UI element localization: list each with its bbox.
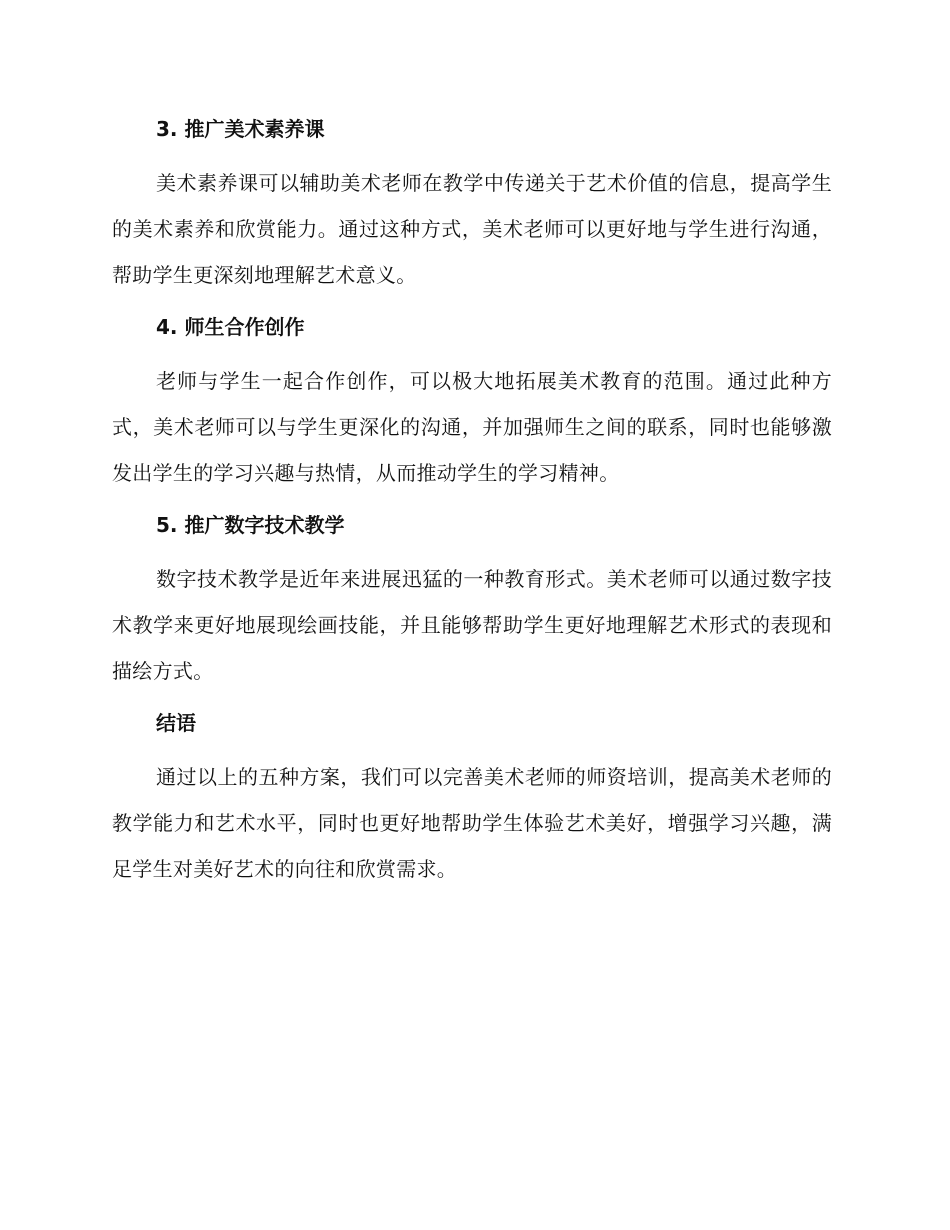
- section-heading-4: 4. 师生合作创作: [156, 315, 305, 339]
- section-body-4: 老师与学生一起合作创作，可以极大地拓展美术教育的范围。通过此种方式，美术老师可以与学生更深化的沟通，并加强师生之间的联系，同时也能够激发出学生的学习兴趣与热情，从而推动学生的学习精神。: [112, 369, 832, 485]
- conclusion-body: 通过以上的五种方案，我们可以完善美术老师的师资培训，提高美术老师的教学能力和艺术水平，同时也更好地帮助学生体验艺术美好，增强学习兴趣，满足学生对美好艺术的向往和欣赏需求。: [112, 765, 832, 881]
- section-heading-3: 3. 推广美术素养课: [156, 117, 325, 141]
- section-body-5: 数字技术教学是近年来进展迅猛的一种教育形式。美术老师可以通过数字技术教学来更好地展现绘画技能，并且能够帮助学生更好地理解艺术形式的表现和描绘方式。: [112, 567, 832, 683]
- conclusion-heading: 结语: [156, 711, 196, 735]
- document-content: [112, 112, 832, 904]
- section-heading-5: 5. 推广数字技术教学: [156, 513, 345, 537]
- section-body-3: 美术素养课可以辅助美术老师在教学中传递关于艺术价值的信息，提高学生的美术素养和欣赏能力。通过这种方式，美术老师可以更好地与学生进行沟通，帮助学生更深刻地理解艺术意义。: [112, 171, 832, 287]
